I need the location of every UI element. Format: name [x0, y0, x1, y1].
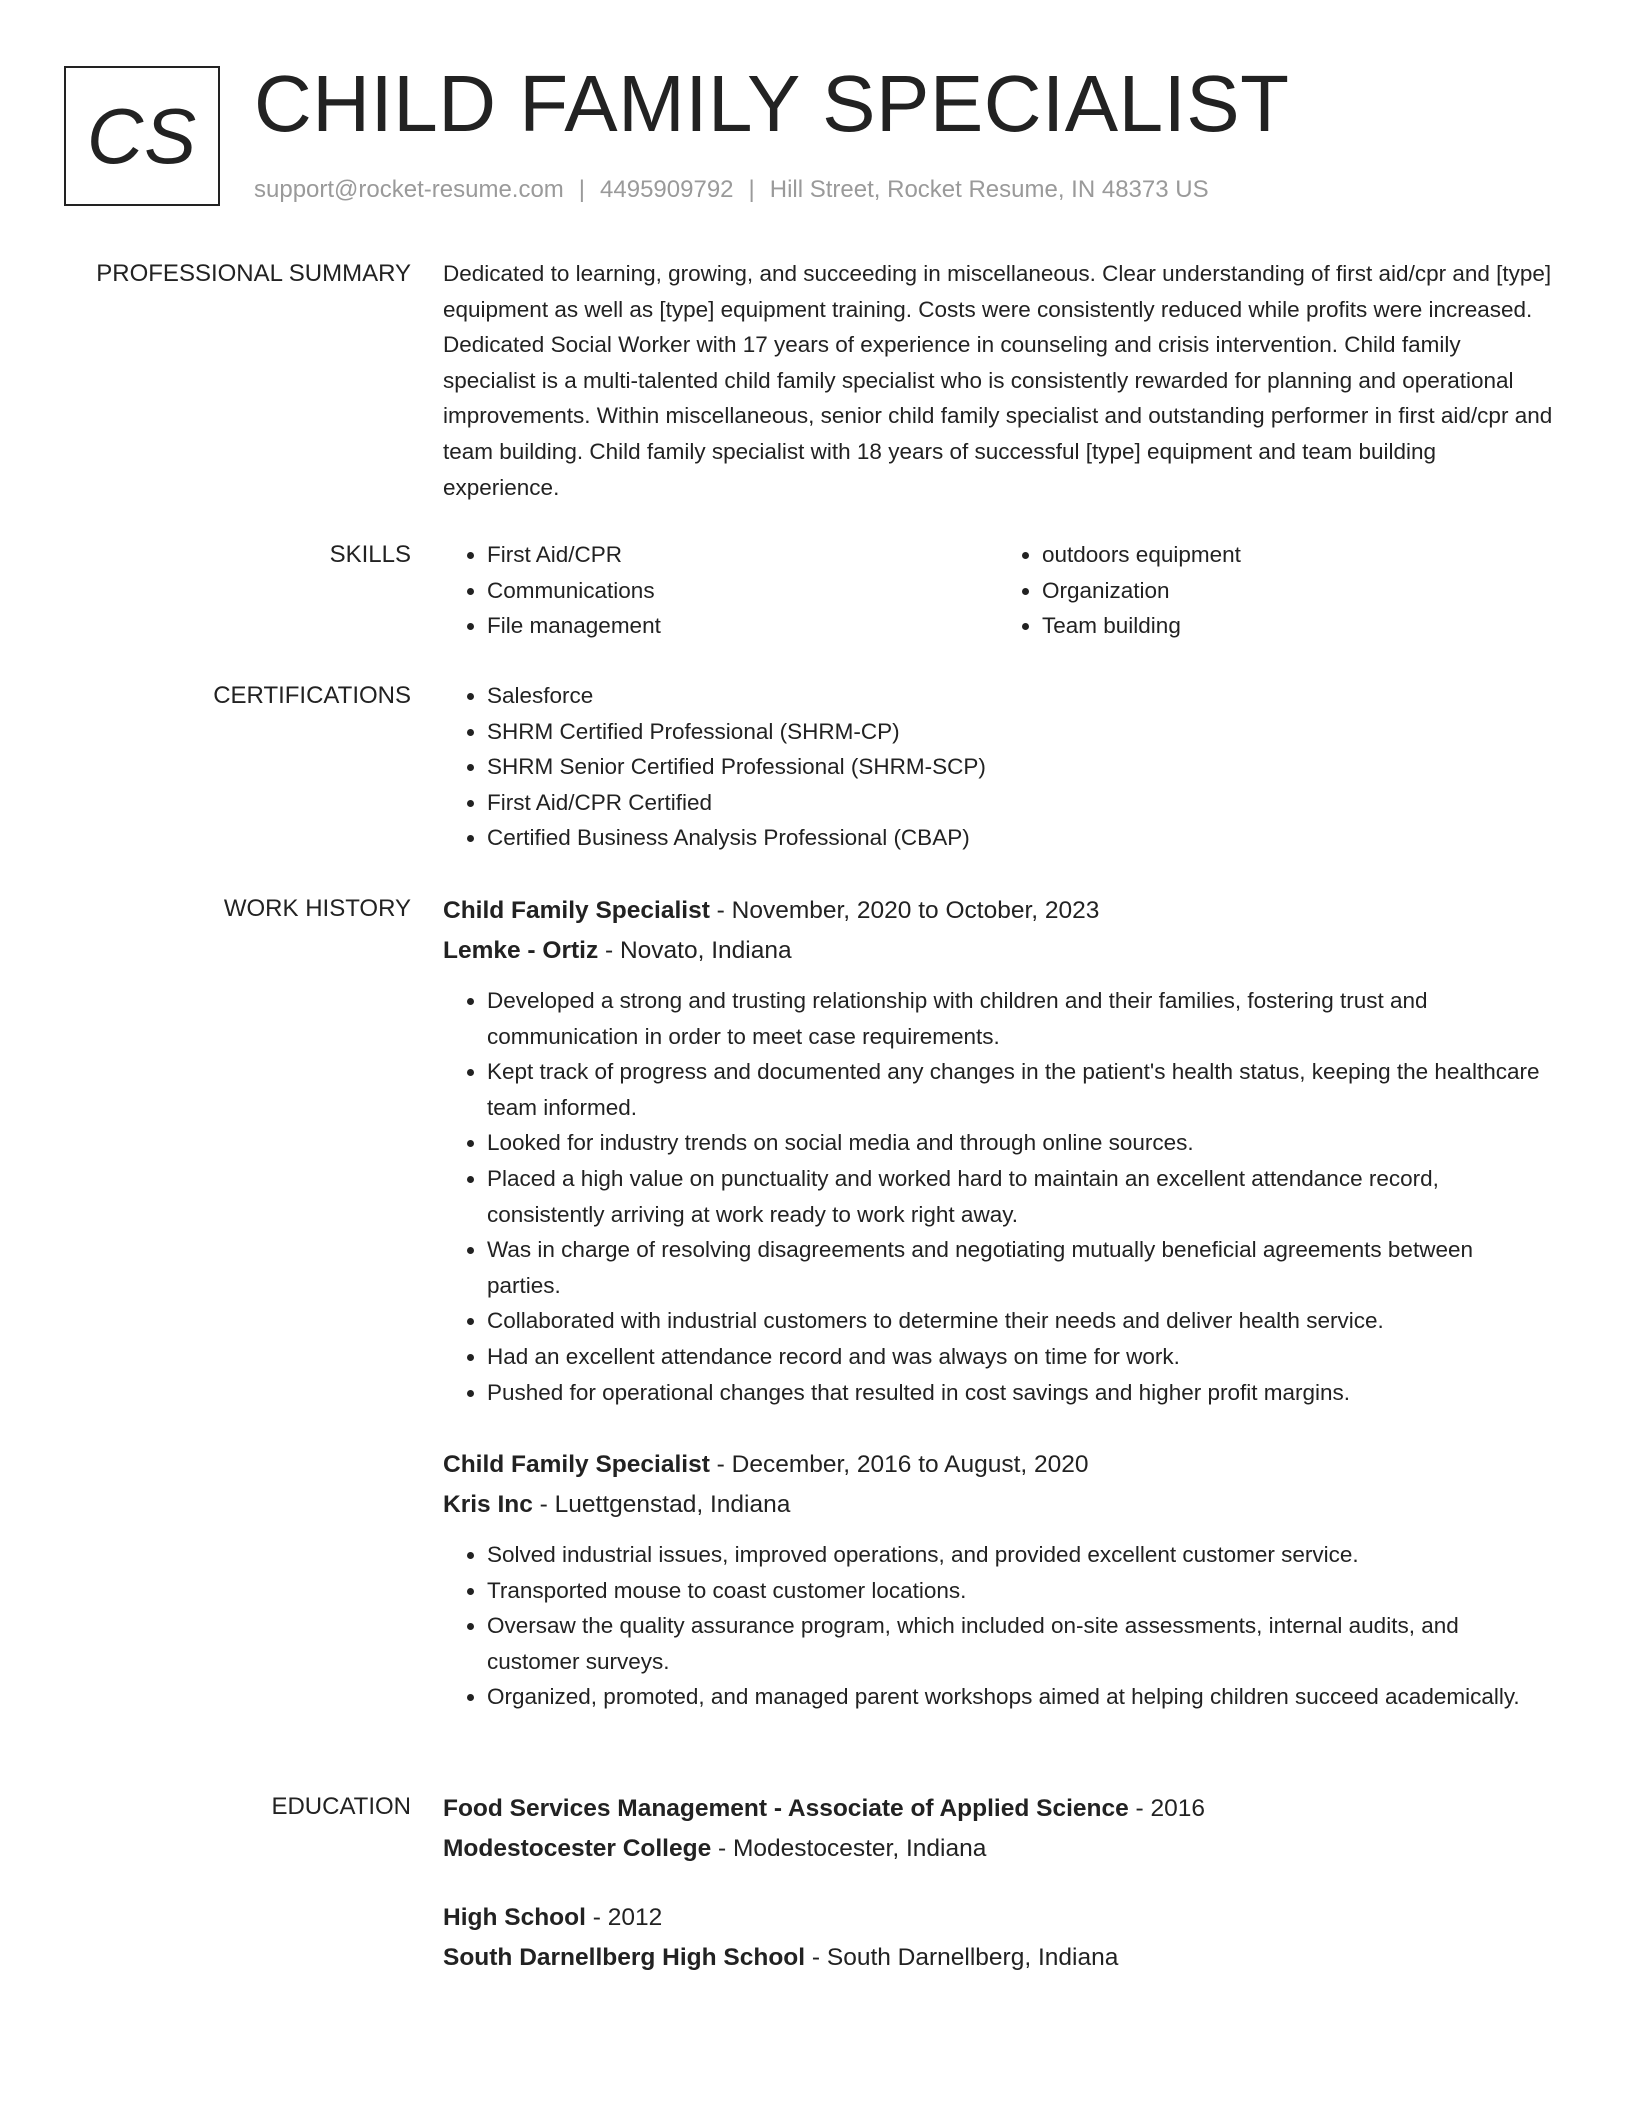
education-location: - South Darnellberg, Indiana [805, 1944, 1119, 1971]
summary-text: Dedicated to learning, growing, and succeeding in miscellaneous. Clear understanding of first aid/cpr and [type] equipment as well as [type] equipment training. Costs were consistently reduced while profits were increased. Dedicated Social Worker with 17 years of experience in counseling and crisis intervention. Child family specialist is a multi-talented child family specialist who is consistently rewarded for planning and operational improvements. Within miscellaneous, senior child family specialist and outstanding performer in first aid/cpr and team building. Child family specialist with 18 years of successful [type] equipment and team building experience. [443, 261, 1553, 500]
education-degree: High School [443, 1904, 586, 1931]
monogram-box [64, 66, 220, 206]
job-duty: • Developed a strong and trusting relationship with children and their families, fostering trust and communication in order to meet case requirements. [487, 983, 1553, 1054]
certification-item: • Certified Business Analysis Professional (CBAP) [487, 820, 1553, 856]
skill-item: • File management [487, 608, 998, 644]
education-school-line [443, 1829, 1553, 1869]
job-entry [443, 1445, 1553, 1715]
job-duty: • Had an excellent attendance record and was always on time for work. [487, 1339, 1553, 1375]
skill-item: • Communications [487, 573, 998, 609]
job-title: Child Family Specialist [443, 1451, 710, 1478]
job-company: Kris Inc [443, 1491, 533, 1518]
job-dates: - November, 2020 to October, 2023 [709, 897, 1100, 924]
job-duty: • Solved industrial issues, improved operations, and provided excellent customer service. [487, 1537, 1553, 1573]
education-degree-line [443, 1898, 1553, 1938]
skill-item: • Organization [1042, 573, 1553, 609]
job-duty: • Placed a high value on punctuality and worked hard to maintain an excellent attendance record, consistently arriving at work ready to work right away. [487, 1161, 1553, 1232]
education-entry [443, 1898, 1553, 1978]
job-title-line [443, 891, 1553, 931]
resume-title: CHILD FAMILY SPECIALIST [254, 59, 1290, 148]
education-year: - 2012 [585, 1904, 663, 1931]
summary-heading: PROFESSIONAL SUMMARY [96, 260, 411, 287]
education-school-line [443, 1938, 1553, 1978]
contact-separator: | [578, 176, 586, 203]
contact-phone[interactable]: 4495909792 [600, 176, 734, 203]
job-duties-list [443, 983, 1553, 1410]
job-title: Child Family Specialist [443, 897, 710, 924]
job-duty: • Kept track of progress and documented any changes in the patient's health status, keeping the healthcare team informed. [487, 1054, 1553, 1125]
contact-separator: | [748, 176, 755, 203]
job-duty: • Organized, promoted, and managed parent workshops aimed at helping children succeed academically. [487, 1679, 1553, 1715]
job-location: - Luettgenstad, Indiana [532, 1491, 791, 1518]
certifications-list [443, 678, 1553, 856]
education-degree-line [443, 1789, 1553, 1829]
contact-line [254, 170, 1209, 210]
job-duty: • Was in charge of resolving disagreements and negotiating mutually beneficial agreements between parties. [487, 1232, 1553, 1303]
education-degree: Food Services Management - Associate of Applied Science [443, 1795, 1129, 1822]
certification-item: • SHRM Certified Professional (SHRM-CP) [487, 714, 1553, 750]
job-company-line [443, 931, 1553, 971]
education-heading: EDUCATION [271, 1793, 411, 1820]
skills-list-right [998, 537, 1553, 644]
certifications-heading: CERTIFICATIONS [213, 682, 411, 709]
job-duty: • Looked for industry trends on social media and through online sources. [487, 1125, 1553, 1161]
education-entry [443, 1789, 1553, 1869]
job-duty: • Pushed for operational changes that resulted in cost savings and higher profit margins. [487, 1375, 1553, 1411]
job-duty: • Transported mouse to coast customer locations. [487, 1573, 1553, 1609]
job-title-line [443, 1445, 1553, 1485]
education-location: - Modestocester, Indiana [711, 1835, 987, 1862]
skill-item: • outdoors equipment [1042, 537, 1553, 573]
job-company-line [443, 1485, 1553, 1525]
contact-email[interactable]: support@rocket-resume.com [254, 176, 564, 203]
education-school: Modestocester College [443, 1835, 712, 1862]
skills-list-left [443, 537, 998, 644]
job-entry [443, 891, 1553, 1410]
job-company: Lemke - Ortiz [443, 937, 599, 964]
job-dates: - December, 2016 to August, 2020 [709, 1451, 1089, 1478]
work-history-heading: WORK HISTORY [223, 895, 411, 922]
education-school: South Darnellberg High School [443, 1944, 806, 1971]
skills-heading: SKILLS [329, 541, 411, 568]
monogram-initials: CS [86, 92, 198, 180]
skill-item: • First Aid/CPR [487, 537, 998, 573]
job-location: - Novato, Indiana [598, 937, 792, 964]
contact-address: Hill Street, Rocket Resume, IN 48373 US [769, 176, 1209, 203]
education-year: - 2016 [1128, 1795, 1206, 1822]
job-duty: • Collaborated with industrial customers to determine their needs and deliver health service. [487, 1303, 1553, 1339]
certification-item: • Salesforce [487, 678, 1553, 714]
job-duties-list [443, 1537, 1553, 1715]
certification-item: • First Aid/CPR Certified [487, 785, 1553, 821]
certification-item: • SHRM Senior Certified Professional (SHRM-SCP) [487, 749, 1553, 785]
skill-item: • Team building [1042, 608, 1553, 644]
job-duty: • Oversaw the quality assurance program, which included on-site assessments, internal audits, and customer surveys. [487, 1608, 1553, 1679]
